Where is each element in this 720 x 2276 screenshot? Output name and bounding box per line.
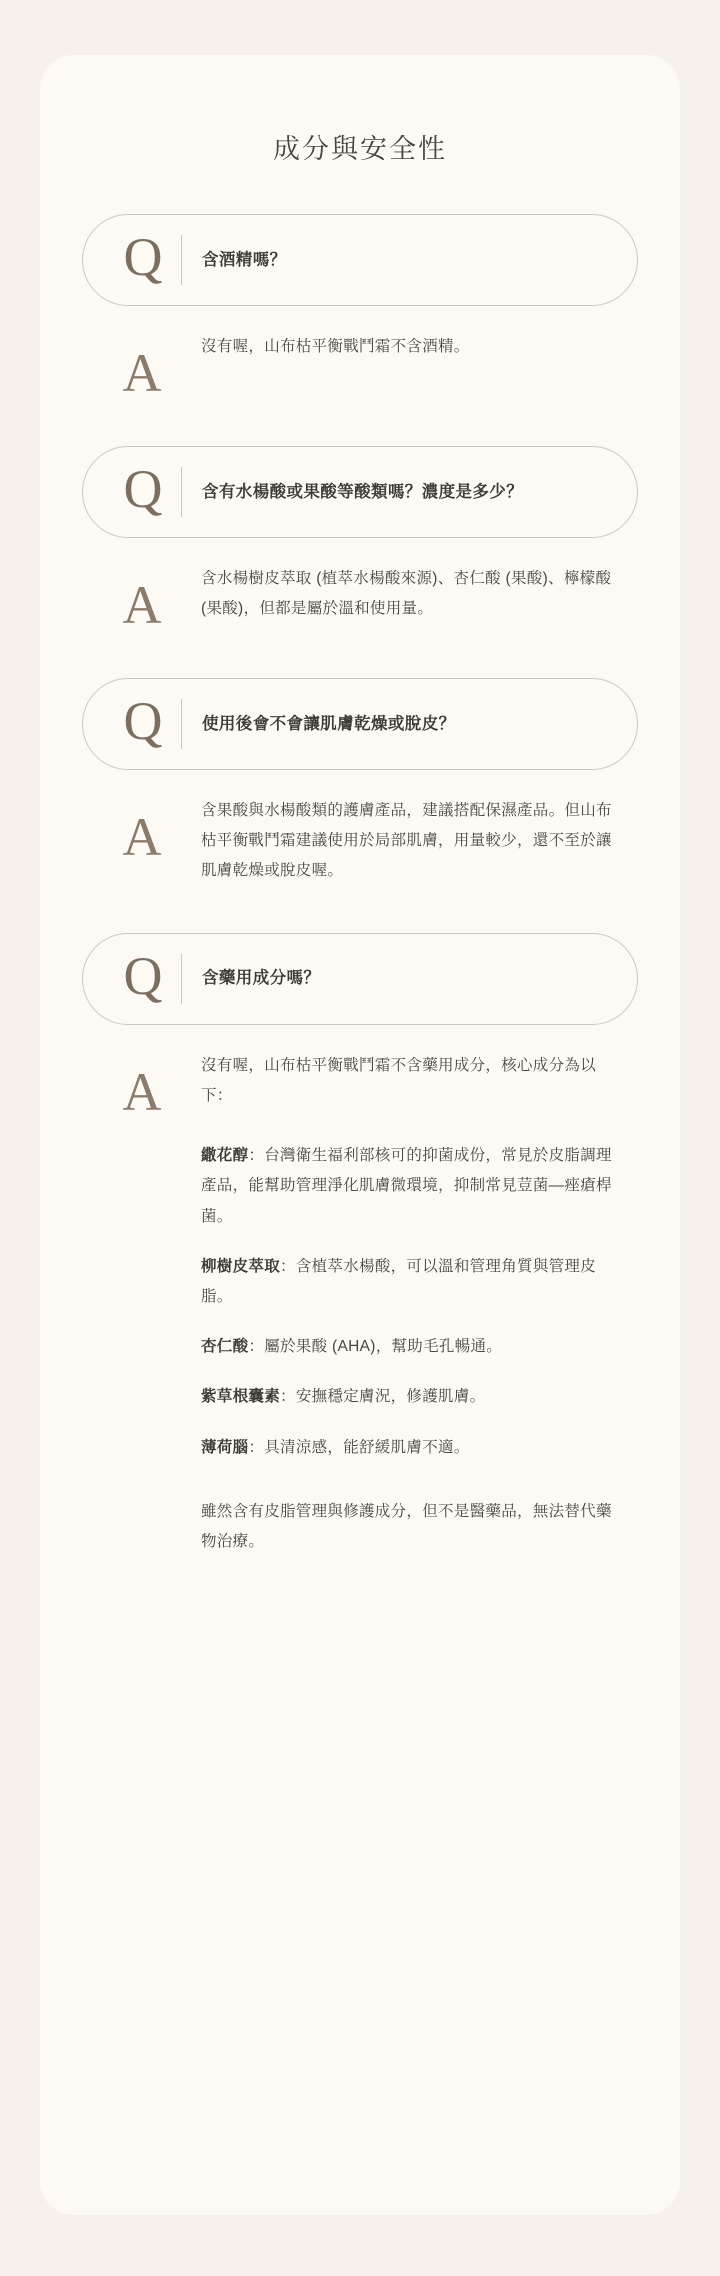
list-item — [201, 1332, 612, 1362]
question-letter-icon: Q — [123, 459, 163, 519]
answer-letter-icon: A — [122, 807, 162, 867]
question-letter-icon: Q — [123, 945, 163, 1006]
ingredient-desc: ：屬於果酸 (AHA)，幫助毛孔暢通。 — [248, 1338, 503, 1356]
faq-item — [82, 446, 638, 635]
answer-letter-icon: A — [122, 575, 162, 635]
divider — [181, 467, 182, 517]
question-text: 使用後會不會讓肌膚乾燥或脫皮？ — [202, 714, 456, 733]
answer-body — [180, 1051, 612, 1558]
answer-row — [82, 538, 638, 635]
question-text: 含酒精嗎？ — [202, 250, 287, 269]
question-pill[interactable] — [82, 446, 638, 538]
ingredient-name: 杏仁酸 — [201, 1338, 249, 1356]
answer-body — [180, 332, 612, 362]
question-text: 含有水楊酸或果酸等酸類嗎？濃度是多少？ — [202, 482, 524, 501]
faq-card — [40, 55, 680, 2215]
ingredient-desc: ：安撫穩定膚況，修護肌膚。 — [280, 1388, 486, 1406]
divider — [181, 954, 182, 1004]
ingredient-name: 薄荷腦 — [201, 1438, 249, 1456]
answer-row — [82, 770, 638, 887]
answer-text: 沒有喔，山布枯平衡戰鬥霜不含藥用成分，核心成分為以下： — [201, 1056, 597, 1104]
ingredient-name: 柳樹皮萃取 — [201, 1257, 281, 1275]
answer-text: 含果酸與水楊酸類的護膚產品，建議搭配保濕產品。但山布枯平衡戰鬥霜建議使用於局部肌膚，用量較少，還不至於讓肌膚乾燥或脫皮喔。 — [201, 802, 612, 880]
question-letter-icon: Q — [123, 227, 163, 287]
divider — [181, 235, 182, 285]
ingredient-name: 紫草根囊素 — [201, 1388, 281, 1406]
answer-letter-icon: A — [122, 1061, 162, 1122]
question-letter-icon: Q — [123, 691, 163, 751]
page-title: 成分與安全性 — [273, 134, 447, 164]
faq-item — [82, 678, 638, 887]
ingredient-list — [201, 1141, 612, 1463]
list-item — [201, 1252, 612, 1312]
ingredient-name: 繖花醇 — [201, 1147, 249, 1165]
list-item — [201, 1433, 612, 1463]
answer-row — [82, 306, 638, 403]
question-text: 含藥用成分嗎？ — [202, 969, 321, 988]
divider — [181, 699, 182, 749]
faq-item — [82, 214, 638, 403]
answer-text: 沒有喔，山布枯平衡戰鬥霜不含酒精。 — [201, 338, 470, 355]
closing-note: 雖然含有皮脂管理與修護成分，但不是醫藥品，無法替代藥物治療。 — [201, 1502, 612, 1551]
ingredient-desc: ：台灣衛生福利部核可的抑菌成份，常見於皮脂調理產品，能幫助管理淨化肌膚微環境，抑制常見荳菌—痤瘡桿菌。 — [201, 1147, 612, 1225]
answer-row — [82, 1025, 638, 1558]
answer-text: 含水楊樹皮萃取 (植萃水楊酸來源)、杏仁酸 (果酸)、檸檬酸 (果酸)，但都是屬於溫和使用量。 — [201, 570, 612, 618]
question-pill[interactable] — [82, 678, 638, 770]
answer-body — [180, 564, 612, 624]
faq-item — [82, 933, 638, 1558]
list-item — [201, 1382, 612, 1412]
question-pill[interactable] — [82, 933, 638, 1025]
list-item — [201, 1141, 612, 1232]
ingredient-desc: ：含植萃水楊酸，可以溫和管理角質與管理皮脂。 — [201, 1257, 597, 1305]
answer-letter-icon: A — [122, 343, 162, 403]
ingredient-desc: ：具清涼感，能舒緩肌膚不適。 — [248, 1438, 470, 1456]
question-pill[interactable] — [82, 214, 638, 306]
answer-body — [180, 796, 612, 887]
